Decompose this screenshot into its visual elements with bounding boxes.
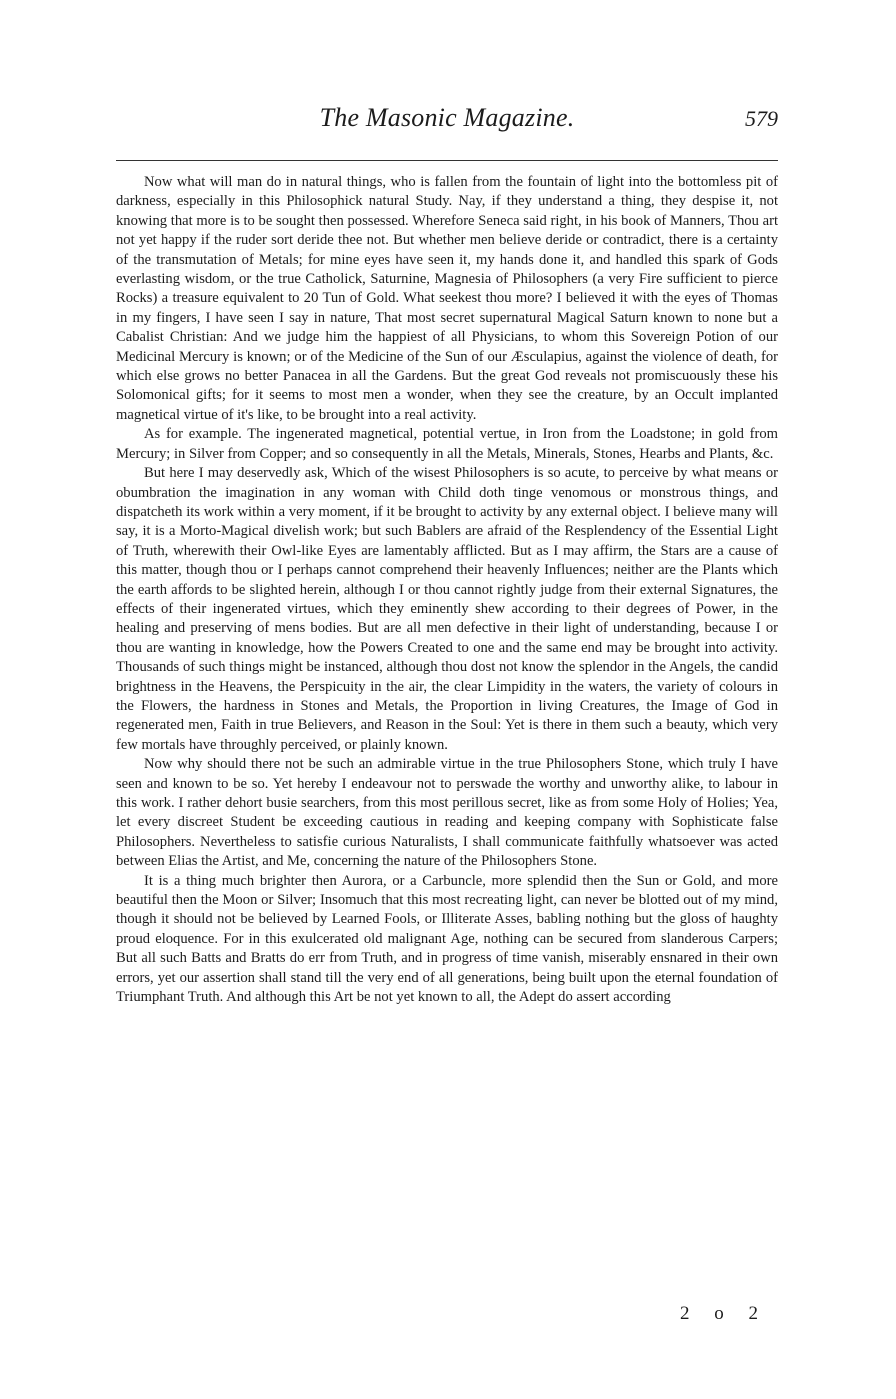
- signature-mark: 2 o 2: [680, 1303, 768, 1324]
- paragraph: Now what will man do in natural things, who is fallen from the fountain of light into the bottomless pit of darkness, especially in this Philosophick natural Study. Nay, if they understand a thing, they despise it, not knowing that more is to be sought then possessed. Wherefore Seneca said right, in his book of Manners, Thou art not yet happy if the ruder sort deride thee not. But whether men believe deride or contradict, there is a certainty of the transmutation of Metals; for mine eyes have seen it, my hands done it, and handled this spark of Gods everlasting wisdom, or the true Catholick, Saturnine, Magnesia of Philosophers (a very Fire sufficient to pierce Rocks) a treasure equivalent to 20 Tun of Gold. What seekest thou more? I believed it with the eyes of Thomas in my fingers, I have seen I say in nature, That most secret supernatural Magical Saturn known to none but a Cabalist Christian: And we judge him the happiest of all Physicians, to whom this Sovereign Potion of our Medicinal Mercury is known; or of the Medicine of the Sun of our Æsculapius, against the violence of death, for which else grows no better Panacea in all the Gardens. But the great God reveals not promiscuously these his Solomonical gifts; for it seems to most men a wonder, when they see the creature, by an Occult implanted magnetical virtue of it's like, to be brought into a real activity.: [116, 174, 778, 423]
- paragraph: But here I may deservedly ask, Which of the wisest Philosophers is so acute, to perceive by what means or obumbration the imagination in any woman with Child doth tinge venomous or monstrous things, and dispatcheth its work within a very moment, if it be brought to activity by any external object. I believe many will say, it is a Morto-Magical divelish work; but such Bablers are afraid of the Resplendency of the Essential Light of Truth, wherewith their Owl-like Eyes are lamentably afflicted. But as I may affirm, the Stars are a cause of this matter, though thou or I perhaps cannot comprehend their heavenly Influences; neither are the Plants which the earth affords to be slighted herein, although I or thou cannot rightly judge from their external Signatures, the effects of their ingenerated virtues, which they eminently shew according to their degrees of Power, in the healing and preserving of mens bodies. But are all men defective in their light of understanding, because I or thou are wanting in knowledge, how the Powers Created to one and the same end may be brought into activity. Thousands of such things might be instanced, although thou dost not know the splendor in the Angels, the candid brightness in the Heavens, the Perspicuity in the air, the clear Limpidity in the waters, the variety of colours in the Flowers, the hardness in Stones and Metals, the Proportion in living Creatures, the Image of God in regenerated men, Faith in true Believers, and Reason in the Soul: Yet is there in them such a beauty, which very few mortals have throughly perceived, or plainly known.: [116, 465, 778, 753]
- paragraph: It is a thing much brighter then Aurora, or a Carbuncle, more splendid then the Sun or Gold, and more beautiful then the Moon or Silver; Insomuch that this most recreating light, can never be blotted out of my mind, though it should not be believed by Learned Fools, or Illiterate Asses, babling nothing but the gloss of haughty proud eloquence. For in this exulcerated old malignant Age, nothing can be secured from slanderous Carpers; But all such Batts and Bratts do err from Truth, and in progress of time vanish, miserably ensnared in their own errors, yet our assertion shall stand till the very end of all generations, being built upon the eternal foundation of Triumphant Truth. And although this Art be not yet known to all, the Adept do assert according: [116, 872, 778, 1006]
- page-number: 579: [745, 106, 778, 131]
- journal-title: The Masonic Magazine.: [319, 103, 575, 132]
- article-body: [116, 173, 778, 1007]
- paragraph: Now why should there not be such an admirable virtue in the true Philosophers Stone, which truly I have seen and known to be so. Yet hereby I endeavour not to perswade the worthy and unworthy alike, to labour in this work. I rather dehort busie searchers, from this most perillous secret, like as from some Holy of Holies; Yea, let every discreet Student be exceeding cautious in reading and keeping company with Sophisticate false Philosophers. Nevertheless to satisfie curious Naturalists, I shall communicate faithfully whatsoever was acted between Elias the Artist, and Me, concerning the nature of the Philosophers Stone.: [116, 756, 778, 870]
- running-head: [116, 103, 778, 143]
- paragraph: As for example. The ingenerated magnetical, potential vertue, in Iron from the Loadstone; in gold from Mercury; in Silver from Copper; and so consequently in all the Metals, Minerals, Stones, Hearbs and Plants, &c.: [116, 426, 778, 462]
- header-rule: [116, 160, 778, 161]
